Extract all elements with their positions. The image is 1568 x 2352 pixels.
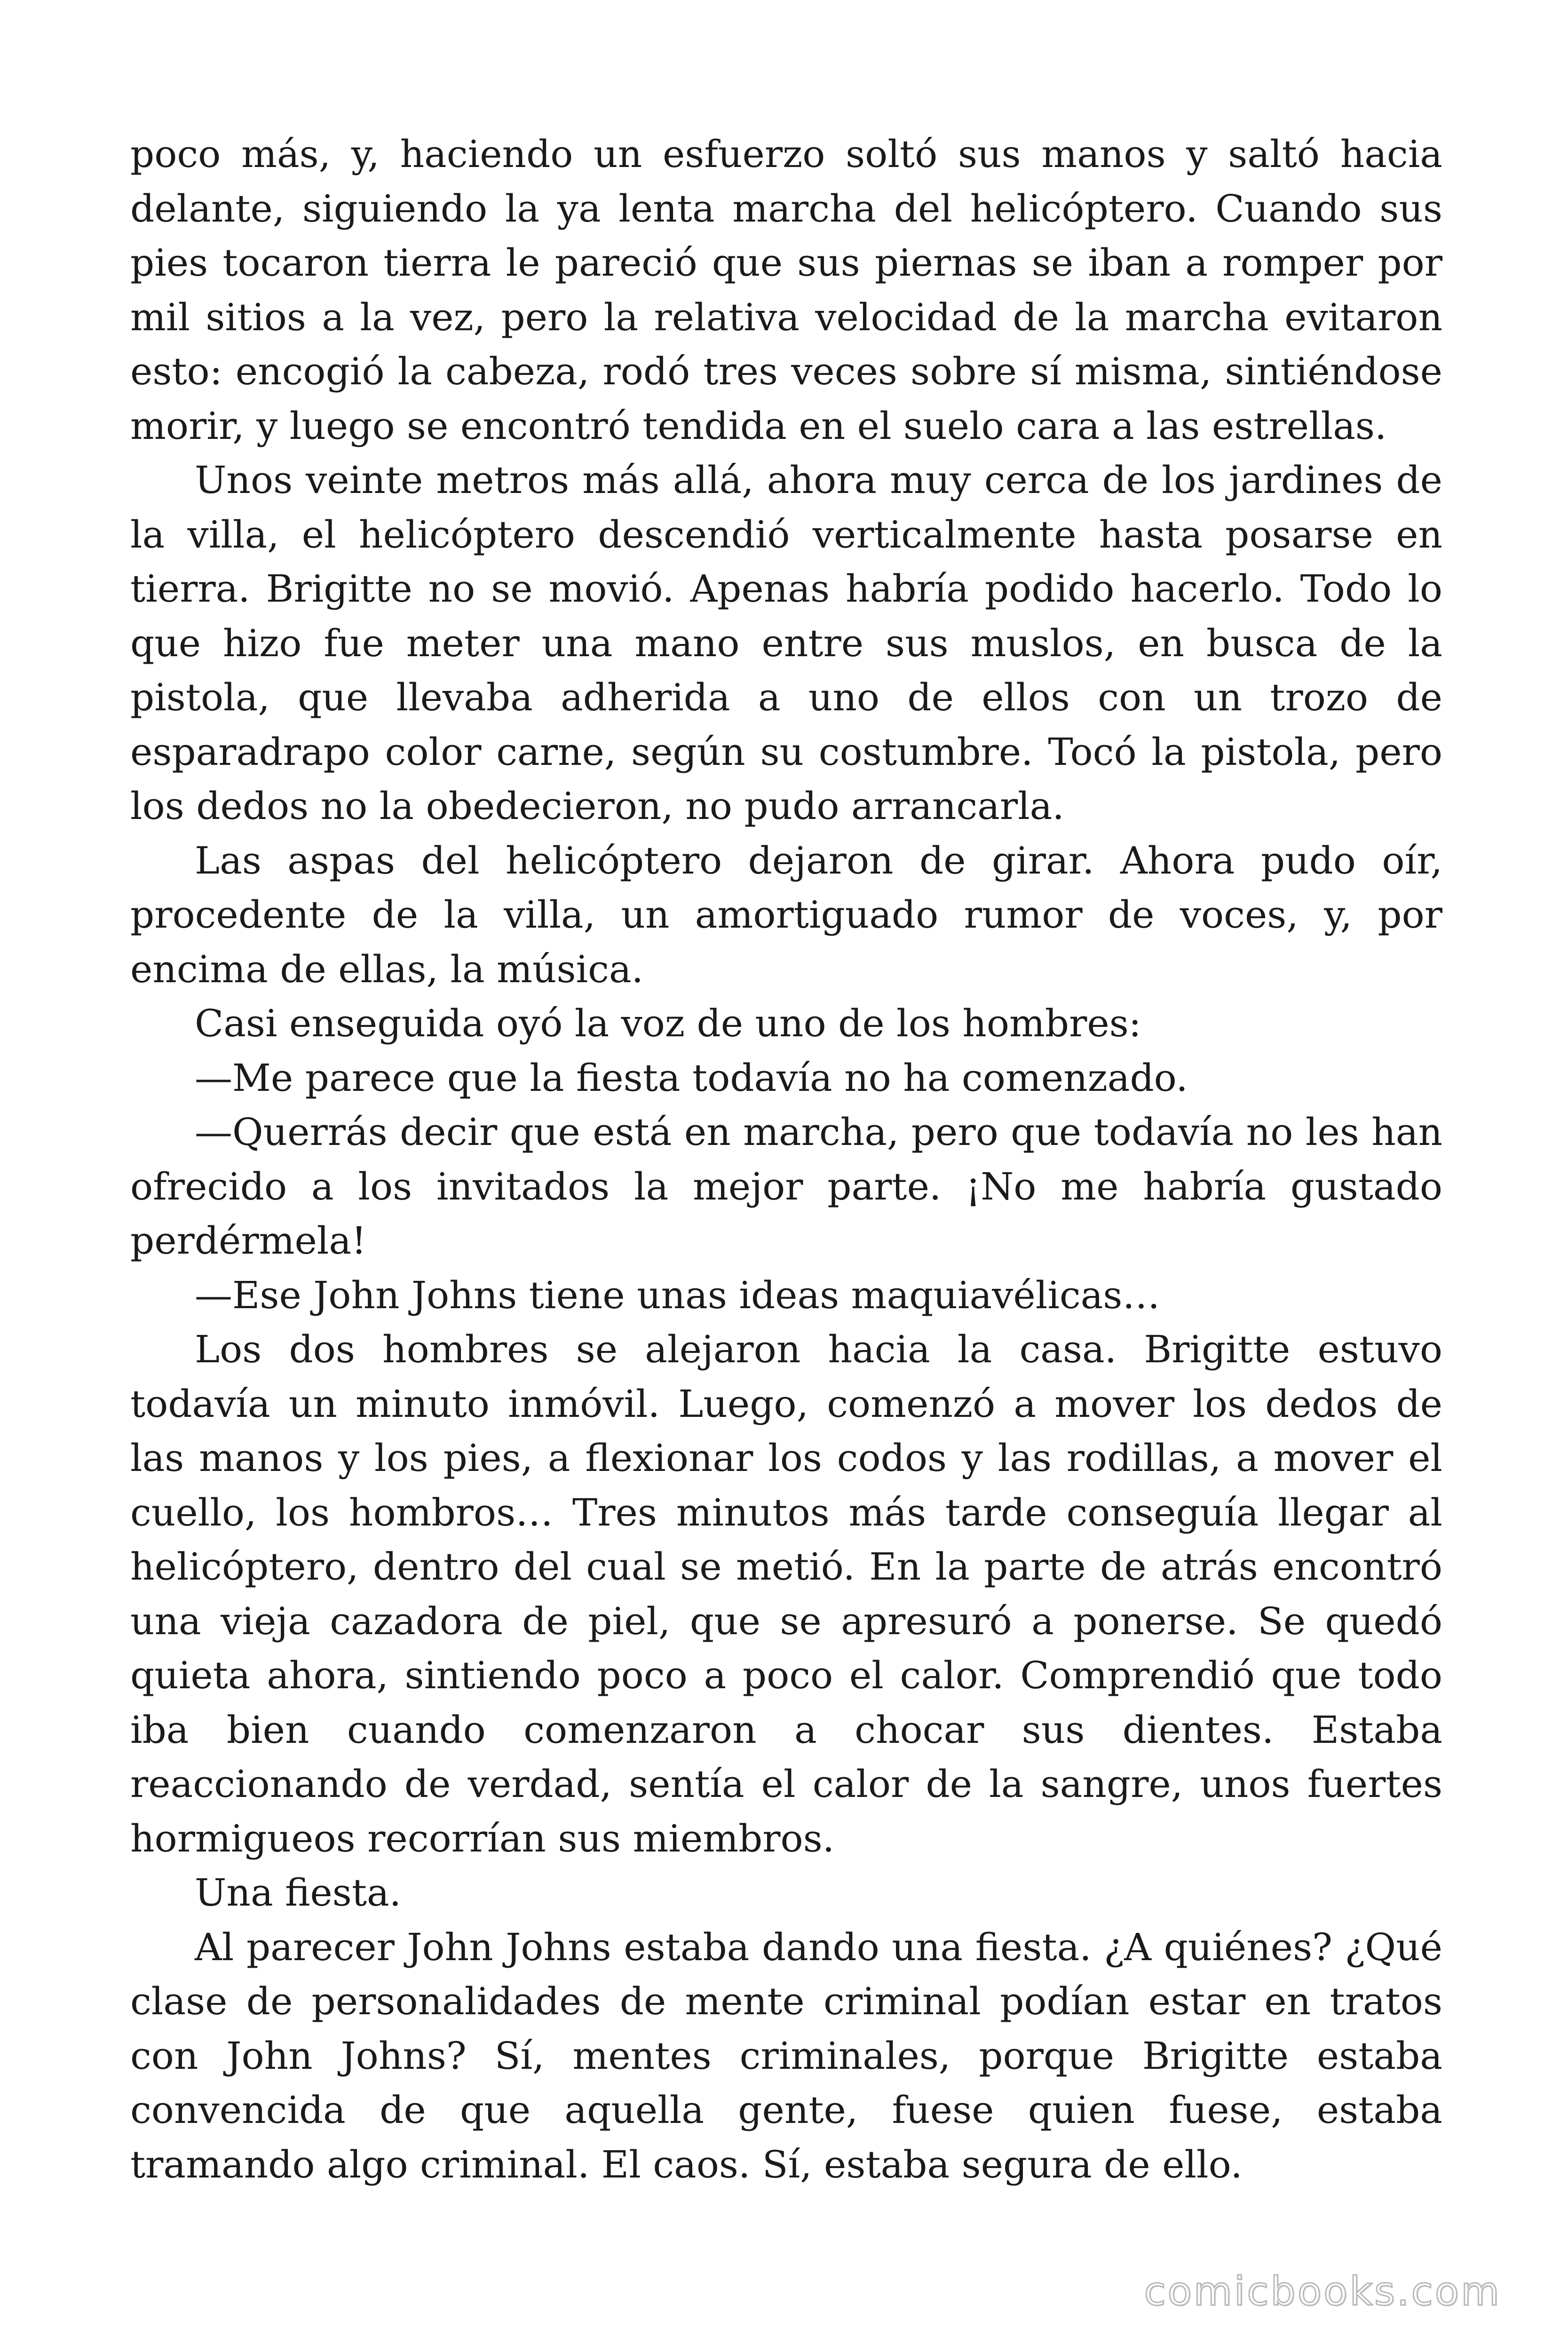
paragraph-7: Al parecer John Johns estaba dando una fiesta. ¿A quiénes? ¿Qué clase de personalidades de mente criminal podían estar en tratos con John Johns? Sí, mentes criminales, porque Brigitte estaba convencida de que aquella gente, fuese quien fuese, estaba tramando algo criminal. El caos. Sí, estaba segura de ello.	[130, 1925, 1442, 2186]
paragraph-2: Unos veinte metros más allá, ahora muy cerca de los jardines de la villa, el helicóptero descendió verticalmente hasta posarse en tierra. Brigitte no se movió. Apenas habría podido hacerlo. Todo lo que hizo fue meter una mano entre sus muslos, en busca de la pistola, que llevaba adherida a uno de ellos con un trozo de esparadrapo color carne, según su costumbre. Tocó la pistola, pero los dedos no la obedecieron, no pudo arrancarla.	[130, 458, 1442, 828]
dialogue-3: —Ese John Johns tiene unas ideas maquiavélicas…	[195, 1273, 1160, 1317]
page-body	[130, 127, 1442, 2192]
paragraph-4: Casi enseguida oyó la voz de uno de los hombres:	[195, 1001, 1141, 1045]
paragraph-6: Una fiesta.	[195, 1871, 402, 1915]
dialogue-2: —Querrás decir que está en marcha, pero que todavía no les han ofrecido a los invitados la mejor parte. ¡No me habría gustado perdérmela!	[130, 1110, 1442, 1263]
dialogue-1: —Me parece que la fiesta todavía no ha comenzado.	[195, 1056, 1188, 1100]
watermark: comicbooks.com	[1144, 2268, 1501, 2314]
paragraph-5: Los dos hombres se alejaron hacia la casa. Brigitte estuvo todavía un minuto inmóvil. Luego, comenzó a mover los dedos de las manos y los pies, a flexionar los codos y las rodillas, a mover el cuello, los hombros… Tres minutos más tarde conseguía llegar al helicóptero, dentro del cual se metió. En la parte de atrás encontró una vieja cazadora de piel, que se apresuró a ponerse. Se quedó quieta ahora, sintiendo poco a poco el calor. Comprendió que todo iba bien cuando comenzaron a chocar sus dientes. Estaba reaccionando de verdad, sentía el calor de la sangre, unos fuertes hormigueos recorrían sus miembros.	[130, 1327, 1442, 1860]
paragraph-3: Las aspas del helicóptero dejaron de girar. Ahora pudo oír, procedente de la villa, un amortiguado rumor de voces, y, por encima de ellas, la música.	[130, 838, 1442, 991]
paragraph-1: poco más, y, haciendo un esfuerzo soltó sus manos y saltó hacia delante, siguiendo la ya lenta marcha del helicóptero. Cuando sus pies tocaron tierra le pareció que sus piernas se iban a romper por mil sitios a la vez, pero la relativa velocidad de la marcha evitaron esto: encogió la cabeza, rodó tres veces sobre sí misma, sintiéndose morir, y luego se encontró tendida en el suelo cara a las estrellas.	[130, 132, 1442, 448]
